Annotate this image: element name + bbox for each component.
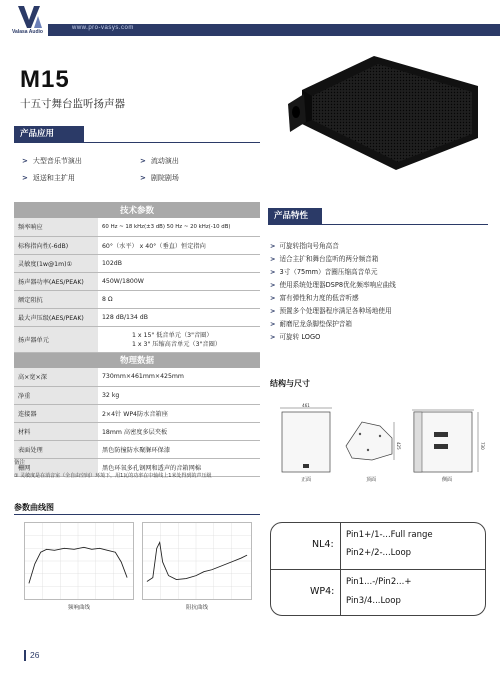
impedance-curve-label: 阻抗曲线 xyxy=(185,605,208,611)
chevron-right-icon: > xyxy=(270,281,276,289)
pinout-divider xyxy=(270,569,486,570)
features-section-title: 产品特性 xyxy=(268,208,322,224)
wp4-pin-line-2: Pin3/4...Loop xyxy=(346,596,401,606)
dimension-width: 461 xyxy=(302,403,310,408)
nl4-pin-line-2: Pin2+/2-...Loop xyxy=(346,548,412,558)
application-item: > 流动演出 xyxy=(140,157,179,165)
impedance-graph xyxy=(142,522,252,600)
product-model: M15 xyxy=(20,66,70,93)
chevron-right-icon: > xyxy=(270,307,276,315)
table-row: 净重 32 kg xyxy=(14,386,260,404)
application-item: > 大型音乐节演出 xyxy=(22,157,82,165)
feature-item: > 使用系统处理器DSP8优化频率响应曲线 xyxy=(270,281,396,289)
chevron-right-icon: > xyxy=(270,294,276,302)
website-url[interactable]: www.pro-vasys.com xyxy=(72,25,134,31)
table-row: 栅网 黑色环氧多孔钢网和透声的音箱网棉 xyxy=(14,458,260,476)
feature-item: > 耐磨尼龙条脚垫保护音箱 xyxy=(270,320,352,328)
nl4-connector-name: NL4: xyxy=(312,539,334,550)
section-divider xyxy=(14,142,260,143)
product-subtitle: 十五寸舞台监听扬声器 xyxy=(20,98,125,110)
brand-logo xyxy=(18,6,44,28)
chevron-right-icon: > xyxy=(270,268,276,276)
chevron-right-icon: > xyxy=(270,255,276,263)
wp4-connector-name: WP4: xyxy=(310,586,335,597)
spec-table-title: 技术参数 xyxy=(14,202,260,218)
pinout-column-divider xyxy=(340,522,341,616)
table-row: 扬声器单元 1 x 15" 低音单元（3"音圈） 1 x 3" 压缩高音单元（3"音圈） xyxy=(14,326,260,352)
chevron-right-icon: > xyxy=(270,320,276,328)
section-divider xyxy=(268,224,488,225)
wp4-pin-line-1: Pin1...-/Pin2...+ xyxy=(346,577,412,587)
front-view-drawing xyxy=(276,404,336,476)
chevron-right-icon: > xyxy=(270,242,276,250)
physical-table-title: 物理数据 xyxy=(14,352,260,368)
notes-line: ① 灵敏度是在消音室（全自由空间）环境下，用1瓦的功率在中轴线上1米处得到的声压级 xyxy=(14,473,212,479)
spec-table xyxy=(14,202,260,477)
feature-item: > 可旋转指向号角高音 xyxy=(270,242,339,250)
chevron-right-icon: > xyxy=(140,174,146,182)
table-row: 表面处理 黑色防撞防水聚脲环保漆 xyxy=(14,440,260,458)
application-item: > 返送和主扩用 xyxy=(22,174,75,182)
feature-item: > 预置多个处理器程序满足各种场地使用 xyxy=(270,307,392,315)
table-row: 频率响应 60 Hz ~ 18 kHz(±3 dB) 50 Hz ~ 20 kHz(-10 dB) xyxy=(14,218,260,236)
frequency-curve-label: 频响曲线 xyxy=(67,605,90,611)
table-row: 扬声器功率(AES/PEAK) 450W/1800W xyxy=(14,272,260,290)
frequency-response-graph xyxy=(24,522,134,600)
top-view-drawing xyxy=(342,404,400,472)
table-row: 高×宽×深 730mm×461mm×425mm xyxy=(14,368,260,386)
front-view-label: 正面 xyxy=(300,477,311,483)
brand-name: Valasa Audio xyxy=(12,29,43,35)
chevron-right-icon: > xyxy=(22,174,28,182)
chevron-right-icon: > xyxy=(270,333,276,341)
section-divider xyxy=(14,514,260,515)
table-row: 材料 18mm 高密度多层夹板 xyxy=(14,422,260,440)
dimension-height: 730 xyxy=(480,442,485,450)
curves-section-title: 参数曲线图 xyxy=(14,503,54,512)
notes-title: 备注 xyxy=(14,460,26,466)
speaker-product-image xyxy=(282,52,482,172)
table-row: 最大声压级(AES/PEAK) 128 dB/134 dB xyxy=(14,308,260,326)
chevron-right-icon: > xyxy=(22,157,28,165)
side-view-drawing xyxy=(408,404,486,476)
nl4-pin-line-1: Pin1+/1-...Full range xyxy=(346,530,433,540)
chevron-right-icon: > xyxy=(140,157,146,165)
page-number-marker xyxy=(24,650,26,661)
features-list xyxy=(270,240,490,344)
page-number: 26 xyxy=(30,650,40,660)
top-view-label: 顶面 xyxy=(365,477,376,483)
table-row: 灵敏度(1w@1m)① 102dB xyxy=(14,254,260,272)
feature-item: > 3寸（75mm）音圈压缩高音单元 xyxy=(270,268,378,276)
table-row: 额定阻抗 8 Ω xyxy=(14,290,260,308)
structure-section-title: 结构与尺寸 xyxy=(270,379,310,388)
dimension-depth: 425 xyxy=(396,442,401,450)
application-item: > 剧院剧场 xyxy=(140,174,179,182)
feature-item: > 可旋转 LOGO xyxy=(270,333,321,341)
feature-item: > 富有弹性和力度的低音听感 xyxy=(270,294,359,302)
side-view-label: 侧面 xyxy=(441,477,452,483)
table-row: 连接器 2×4针 WP4防水音箱座 xyxy=(14,404,260,422)
feature-item: > 适合主扩和舞台监听的两分频音箱 xyxy=(270,255,379,263)
table-row: 标称指向性(-6dB) 60°（水平） x 40°（垂直）恒定指向 xyxy=(14,236,260,254)
application-section-title: 产品应用 xyxy=(14,126,84,142)
